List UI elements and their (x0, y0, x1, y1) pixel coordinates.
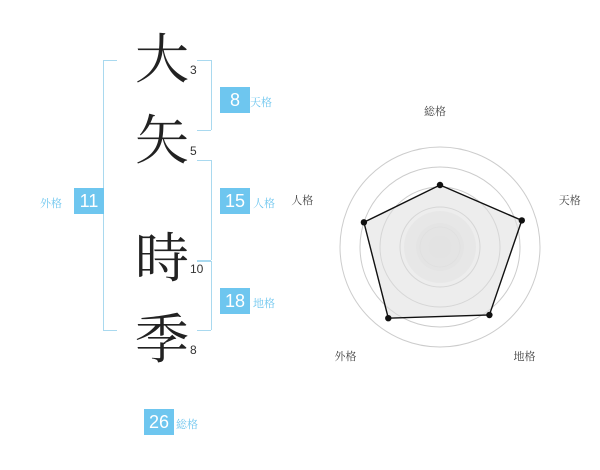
chikaku-bracket-vertical (211, 261, 212, 330)
name-character: 大 (135, 28, 189, 91)
radar-axis-label-soukaku: 総格 (424, 105, 446, 118)
name-character: 季 (135, 308, 189, 371)
jinkaku-bracket-top (197, 160, 211, 161)
stroke-count: 5 (190, 144, 197, 158)
tenkaku-value: 8 (220, 87, 250, 113)
soukaku-value: 26 (144, 409, 174, 435)
chikaku-value: 18 (220, 288, 250, 314)
radar-axis-label-gaikaku: 外格 (334, 350, 357, 364)
radar-axis-label-jinkaku: 人格 (291, 193, 314, 207)
stroke-count: 3 (190, 63, 197, 77)
gaikaku-value: 11 (74, 188, 104, 214)
stroke-count: 8 (190, 343, 197, 357)
jinkaku-value: 15 (220, 188, 250, 214)
tenkaku-label: 天格 (250, 96, 272, 109)
name-character: 時 (135, 227, 189, 290)
gaikaku-label: 外格 (40, 197, 62, 210)
stroke-count: 10 (190, 262, 204, 276)
tenkaku-bracket-bottom (197, 130, 211, 131)
chikaku-label: 地格 (253, 297, 275, 310)
radar-axis-label-chikaku: 地格 (513, 350, 536, 364)
radar-chart-panel (291, 0, 600, 470)
gaikaku-bracket-top (103, 60, 117, 61)
name-character: 矢 (135, 109, 189, 172)
radar-chart (300, 0, 600, 470)
tenkaku-bracket-top (197, 60, 211, 61)
gaikaku-bracket-bottom (103, 330, 117, 331)
jinkaku-bracket-vertical (211, 160, 212, 260)
soukaku-label: 総格 (176, 418, 198, 431)
radar-axis-label-tenkaku: 天格 (558, 193, 581, 207)
jinkaku-label: 人格 (253, 197, 275, 210)
chikaku-bracket-bottom (197, 330, 211, 331)
tenkaku-bracket-vertical (211, 60, 212, 130)
